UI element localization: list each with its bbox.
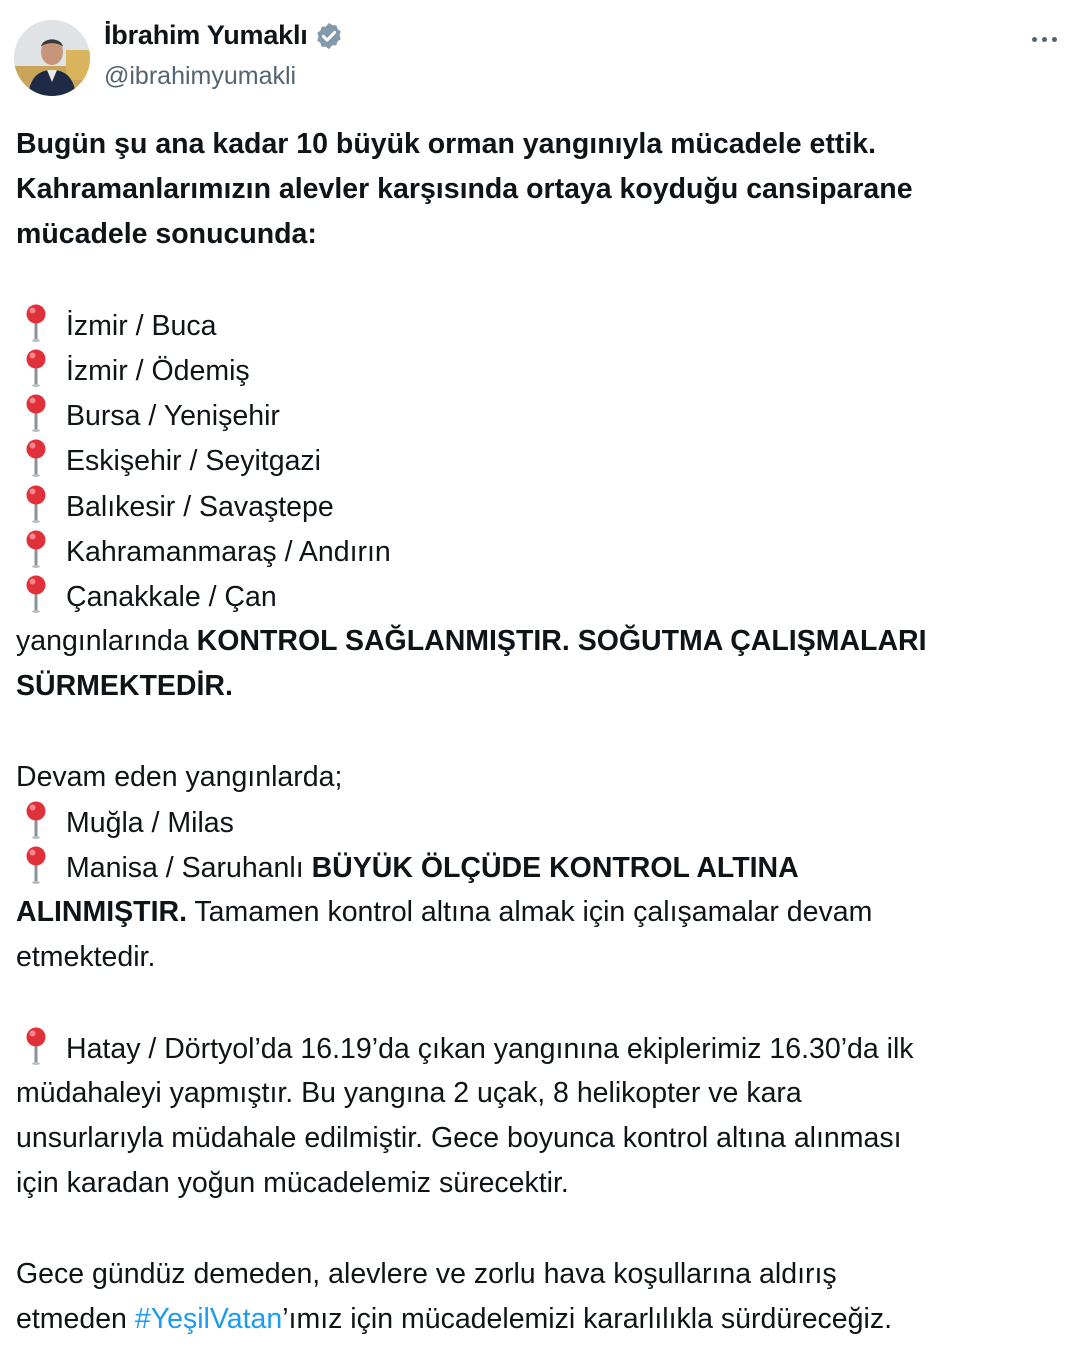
name-row: [104, 20, 344, 51]
round-pushpin-icon: [16, 574, 56, 614]
intro-line: Bugün şu ana kadar 10 büyük orman yangınıyla mücadele ettik.: [16, 128, 877, 160]
ongoing-status-bold: BÜYÜK ÖLÇÜDE KONTROL ALTINA: [311, 852, 799, 884]
ongoing-status-line: [16, 890, 1056, 935]
hatay-line: müdahaleyi yapmıştır. Bu yangına 2 uçak, 8 helikopter ve kara: [16, 1076, 802, 1109]
location-label: Çanakkale / Çan: [66, 580, 277, 613]
hatay-line: unsurlarıyla müdahale edilmiştir. Gece boyunca kontrol altına alınması: [16, 1122, 902, 1155]
location-label: Muğla / Milas: [66, 806, 234, 839]
hatay-text: Hatay / Dörtyol’da 16.19’da çıkan yangınına ekiplerimiz 16.30’da ilk: [66, 1032, 914, 1065]
location-item: [16, 438, 1056, 483]
spacer: [16, 258, 1056, 303]
location-label: Kahramanmaraş / Andırın: [66, 535, 391, 568]
hatay-line: [16, 1026, 1056, 1071]
location-label: İzmir / Buca: [66, 309, 217, 342]
round-pushpin-icon: [16, 348, 56, 388]
tweet-text: [16, 122, 1056, 1342]
round-pushpin-icon: [16, 303, 56, 343]
location-label: Manisa / Saruhanlı: [66, 852, 312, 884]
closing-line: [16, 1297, 1056, 1342]
ongoing-rest: Tamamen kontrol altına almak için çalışamalar devam: [187, 896, 873, 929]
closing-suffix: ’ımız için mücadelemizi kararlılıkla sürdüreceğiz.: [282, 1302, 892, 1335]
round-pushpin-icon: [16, 484, 56, 524]
spacer: [16, 1207, 1056, 1252]
controlled-status-bold: KONTROL SAĞLANMIŞTIR. SOĞUTMA ÇALIŞMALARI: [196, 625, 927, 658]
round-pushpin-icon: [16, 393, 56, 433]
location-item: [16, 348, 1056, 393]
location-item: [16, 574, 1056, 619]
location-label: Balıkesir / Savaştepe: [66, 490, 334, 523]
tweet-header: [14, 18, 1066, 98]
round-pushpin-icon: [16, 1026, 56, 1066]
more-dot: [1042, 37, 1047, 42]
location-item: [16, 393, 1056, 438]
ongoing-rest: etmektedir.: [16, 941, 156, 974]
location-item: [16, 529, 1056, 574]
controlled-status-line: [16, 619, 1056, 664]
location-label: Bursa / Yenişehir: [66, 400, 280, 433]
closing-line: Gece gündüz demeden, alevlere ve zorlu hava koşullarına aldırış: [16, 1257, 837, 1290]
round-pushpin-icon: [16, 438, 56, 478]
round-pushpin-icon: [16, 800, 56, 840]
location-item: [16, 484, 1056, 529]
intro-line: mücadele sonucunda:: [16, 218, 317, 251]
hashtag-link[interactable]: #YeşilVatan: [134, 1302, 283, 1335]
controlled-prefix: yangınlarında: [16, 625, 197, 658]
avatar-image: [14, 20, 90, 96]
hatay-line: için karadan yoğun mücadelemiz sürecektir.: [16, 1167, 569, 1200]
location-item: [16, 303, 1056, 348]
location-item: [16, 845, 1056, 890]
more-dot: [1052, 37, 1057, 42]
ongoing-heading: Devam eden yangınlarda;: [16, 760, 343, 793]
display-name[interactable]: İbrahim Yumaklı: [104, 20, 308, 50]
more-options-icon[interactable]: [1022, 24, 1066, 54]
closing-prefix: etmeden: [16, 1302, 135, 1335]
verified-badge-icon[interactable]: [314, 21, 344, 51]
round-pushpin-icon: [16, 845, 56, 885]
ongoing-status-bold: ALINMIŞTIR.: [16, 896, 187, 929]
spacer: [16, 981, 1056, 1026]
round-pushpin-icon: [16, 529, 56, 569]
spacer: [16, 709, 1056, 754]
author-handle[interactable]: @ibrahimyumakli: [104, 62, 297, 90]
avatar[interactable]: [14, 20, 90, 96]
more-dot: [1032, 37, 1037, 42]
location-label: İzmir / Ödemiş: [66, 354, 250, 387]
location-item: [16, 800, 1056, 845]
intro-line: Kahramanlarımızın alevler karşısında ortaya koyduğu cansiparane: [16, 173, 913, 206]
location-label: Eskişehir / Seyitgazi: [66, 445, 322, 478]
controlled-status-bold: SÜRMEKTEDİR.: [16, 670, 233, 703]
